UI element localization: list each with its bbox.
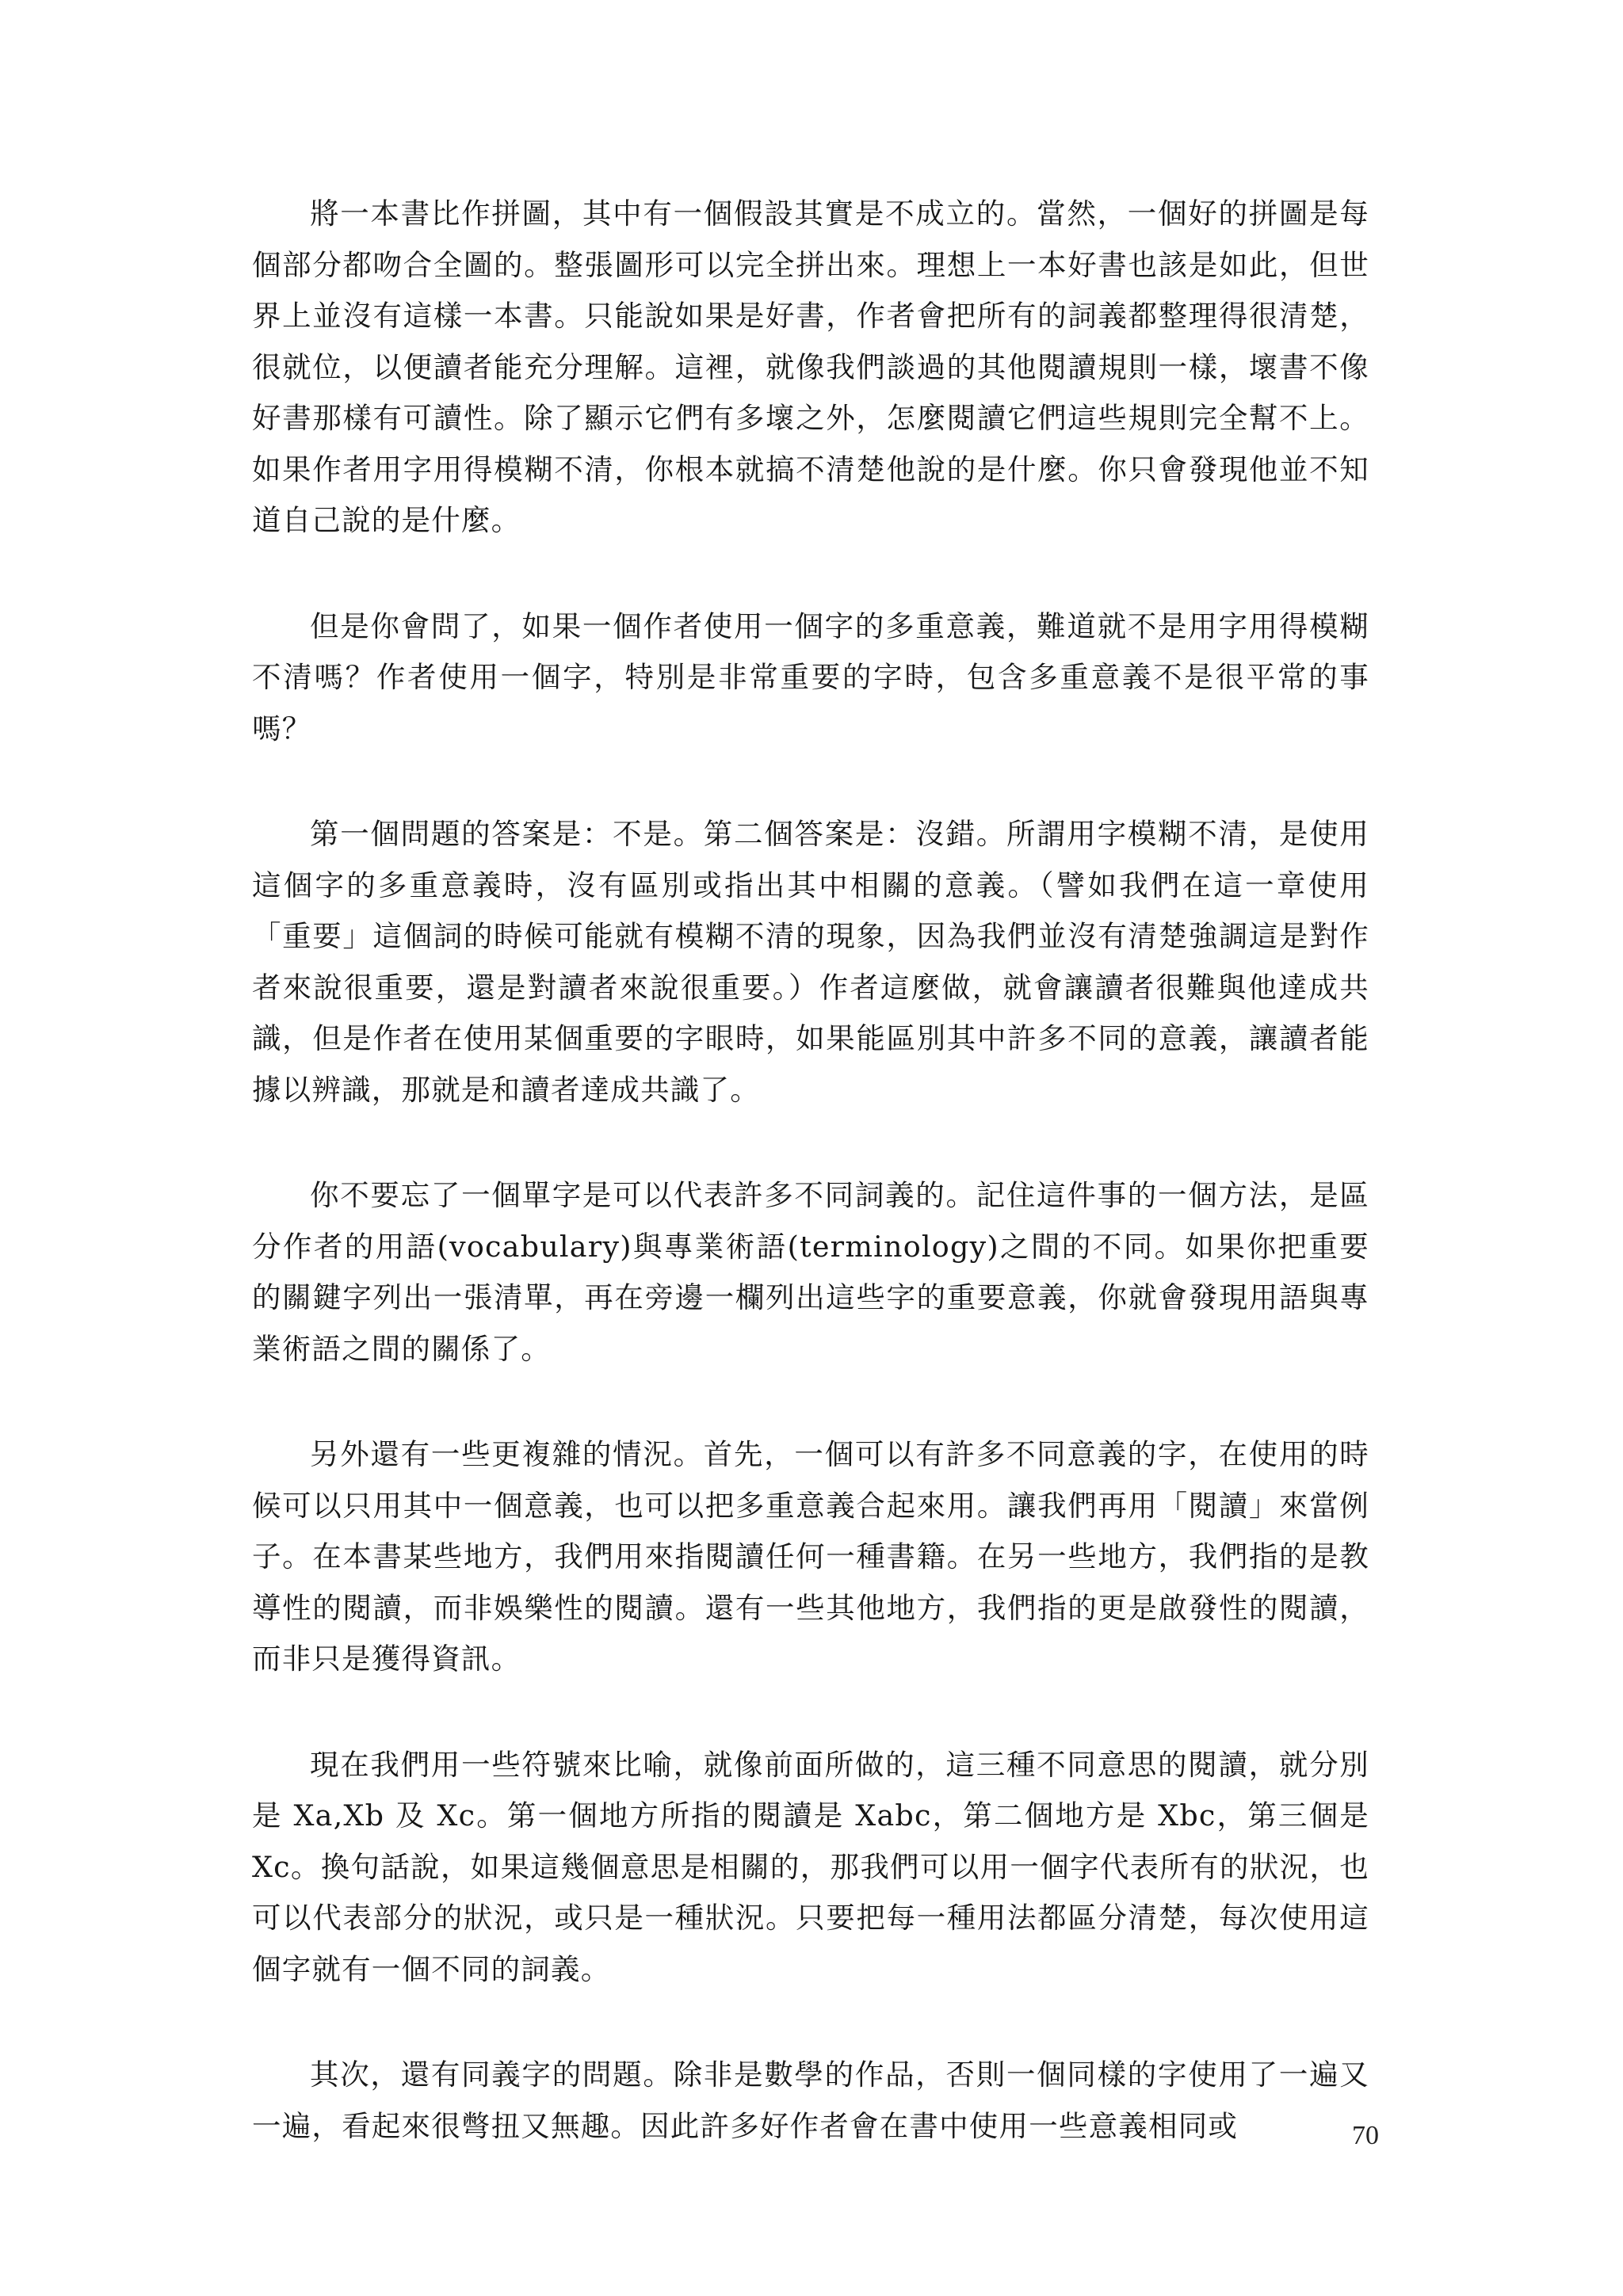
page-number: 70: [1352, 2121, 1379, 2150]
paragraph-5: 另外還有一些更複雜的情況。首先，一個可以有許多不同意義的字，在使用的時候可以只用其中一個意義，也可以把多重意義合起來用。讓我們再用「閱讀」來當例子。在本書某些地方，我們用來指閱讀任何一種書籍。在另一些地方，我們指的是教導性的閱讀，而非娛樂性的閱讀。還有一些其他地方，我們指的更是啟發性的閱讀，而非只是獲得資訊。: [252, 1437, 1369, 1676]
body-text: [252, 189, 1369, 2206]
paragraph-4: 你不要忘了一個單字是可以代表許多不同詞義的。記住這件事的一個方法，是區分作者的用語(vocabulary)與專業術語(terminology)之間的不同。如果你把重要的關鍵字列出一張清單，再在旁邊一欄列出這些字的重要意義，你就會發現用語與專業術語之間的關係了。: [252, 1178, 1369, 1366]
paragraph-7: 其次，還有同義字的問題。除非是數學的作品，否則一個同樣的字使用了一遍又一遍，看起來很彆扭又無趣。因此許多好作者會在書中使用一些意義相同或: [252, 2058, 1369, 2143]
paragraph-6: 現在我們用一些符號來比喻，就像前面所做的，這三種不同意思的閱讀，就分別是 Xa,Xb 及 Xc。第一個地方所指的閱讀是 Xabc，第二個地方是 Xbc，第三個是 Xc。換句話說，如果這幾個意思是相關的，那我們可以用一個字代表所有的狀況，也可以代表部分的狀況，或只是一種狀況。只要把每一種用法都區分清楚，每次使用這個字就有一個不同的詞義。: [252, 1747, 1369, 1986]
paragraph-2: 但是你會問了，如果一個作者使用一個字的多重意義，難道就不是用字用得模糊不清嗎？作者使用一個字，特別是非常重要的字時，包含多重意義不是很平常的事嗎？: [252, 608, 1369, 746]
paragraph-3: 第一個問題的答案是：不是。第二個答案是：沒錯。所謂用字模糊不清，是使用這個字的多重意義時，沒有區別或指出其中相關的意義。（譬如我們在這一章使用「重要」這個詞的時候可能就有模糊不清的現象，因為我們並沒有清楚強調這是對作者來說很重要，還是對讀者來說很重要。）作者這麼做，就會讓讀者很難與他達成共識，但是作者在使用某個重要的字眼時，如果能區別其中許多不同的意義，讓讀者能據以辨識，那就是和讀者達成共識了。: [252, 817, 1369, 1107]
paragraph-1: 將一本書比作拼圖，其中有一個假設其實是不成立的。當然，一個好的拼圖是每個部分都吻合全圖的。整張圖形可以完全拼出來。理想上一本好書也該是如此，但世界上並沒有這樣一本書。只能說如果是好書，作者會把所有的詞義都整理得很清楚，很就位，以便讀者能充分理解。這裡，就像我們談過的其他閱讀規則一樣，壞書不像好書那樣有可讀性。除了顯示它們有多壞之外，怎麼閱讀它們這些規則完全幫不上。如果作者用字用得模糊不清，你根本就搞不清楚他說的是什麼。你只會發現他並不知道自己說的是什麼。: [252, 196, 1369, 537]
